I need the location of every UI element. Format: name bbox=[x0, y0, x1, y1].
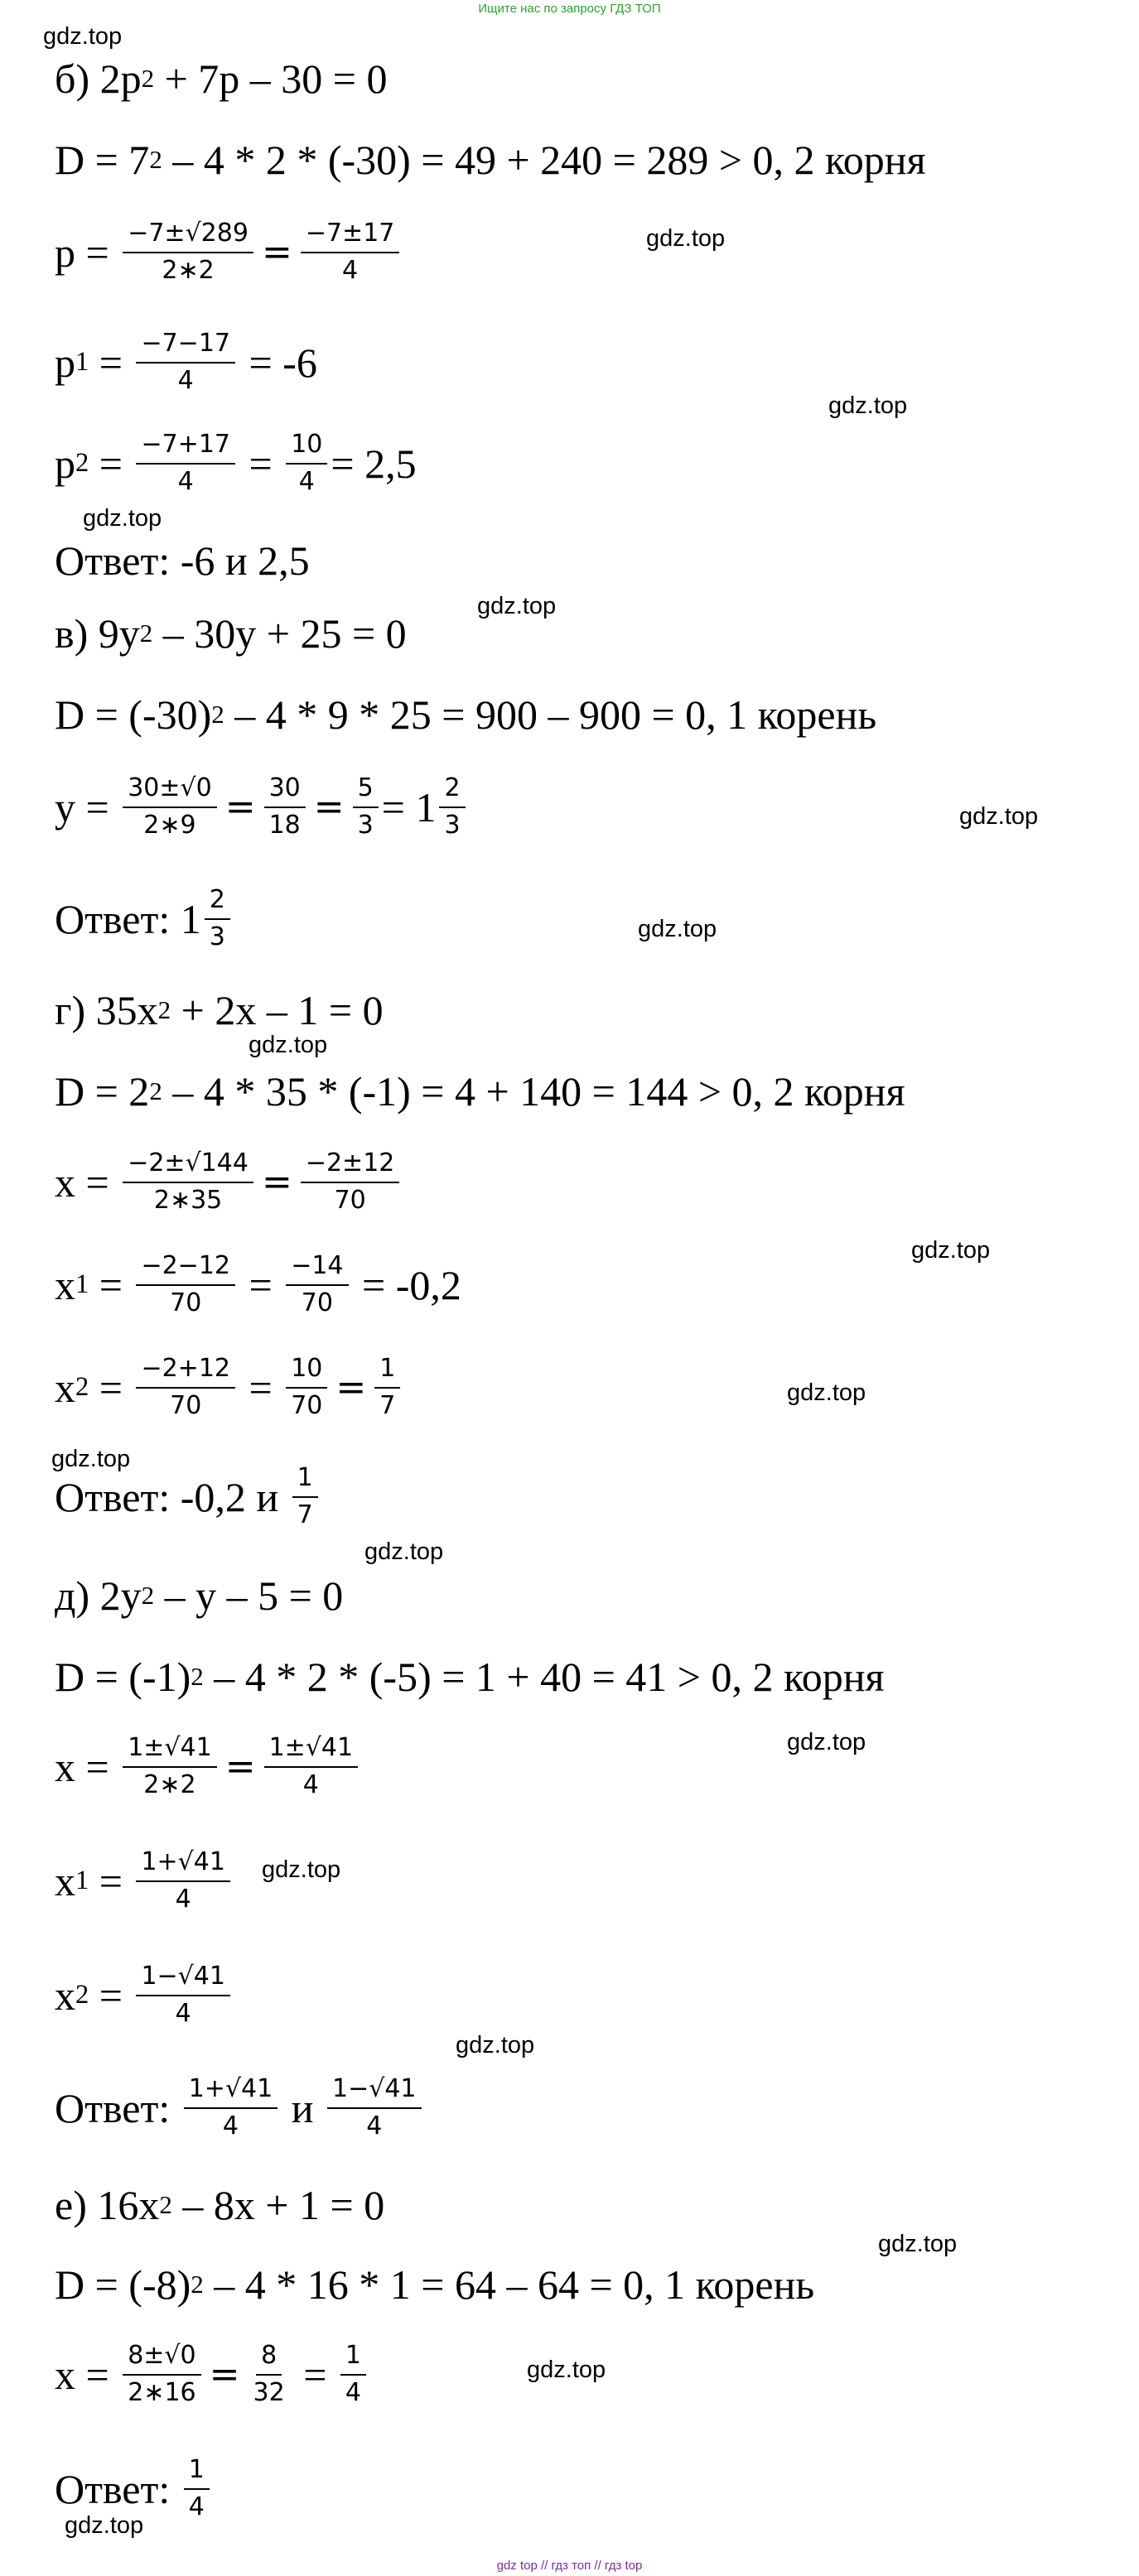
variable-label: x bbox=[55, 1857, 75, 1904]
denominator: 70 bbox=[170, 1288, 202, 1317]
equation-text: + 2x – 1 = 0 bbox=[171, 987, 384, 1033]
equation-text: д) 2y bbox=[55, 1572, 142, 1619]
denominator: 4 bbox=[345, 2377, 361, 2407]
numerator: −2±12 bbox=[301, 1149, 400, 1183]
answer-text: Ответ: 1 bbox=[55, 895, 201, 942]
equals-text: = bbox=[89, 440, 133, 487]
equals-sign: = bbox=[224, 785, 256, 828]
equals-sign: = bbox=[261, 230, 292, 273]
watermark: gdz.top bbox=[527, 2357, 606, 2383]
equation-text: б) 2p bbox=[55, 55, 142, 102]
numerator: 30±√0 bbox=[123, 774, 217, 808]
equals-text: = bbox=[89, 339, 133, 386]
denominator: 3 bbox=[444, 810, 461, 840]
numerator: 10 bbox=[286, 1355, 327, 1389]
discriminant-text: – 4 * 16 * 1 = 64 – 64 = 0, 1 корень bbox=[203, 2261, 815, 2308]
numerator: 1+√41 bbox=[136, 1848, 230, 1882]
fraction bbox=[123, 1734, 217, 1799]
equation-text: е) 16x bbox=[55, 2182, 160, 2228]
watermark: gdz.top bbox=[262, 1856, 341, 1883]
watermark: gdz.top bbox=[787, 1379, 866, 1406]
numerator: −7−17 bbox=[136, 330, 235, 364]
answer-text: Ответ: bbox=[55, 2465, 181, 2512]
fraction bbox=[136, 1848, 230, 1914]
equation-text: в) 9y bbox=[55, 610, 140, 657]
variable-label: x = bbox=[55, 1743, 120, 1790]
denominator: 70 bbox=[334, 1185, 366, 1215]
discriminant-text: – 4 * 2 * (-30) = 49 + 240 = 289 > 0, 2 корня bbox=[162, 137, 926, 183]
denominator: 70 bbox=[170, 1390, 202, 1420]
fraction bbox=[327, 2075, 422, 2140]
numerator: −7±√289 bbox=[123, 219, 253, 253]
subscript: 2 bbox=[75, 1372, 89, 1403]
subscript: 2 bbox=[75, 448, 89, 479]
equation-text: + 7p – 30 = 0 bbox=[154, 55, 388, 102]
root-2-g bbox=[55, 1355, 403, 1420]
watermark: gdz.top bbox=[911, 1237, 991, 1264]
denominator: 4 bbox=[177, 365, 194, 395]
discriminant-text: D = 2 bbox=[55, 1068, 150, 1115]
numerator: 1 bbox=[184, 2456, 210, 2490]
denominator: 4 bbox=[302, 1769, 319, 1799]
watermark: gdz.top bbox=[51, 1446, 131, 1472]
denominator: 2∗9 bbox=[143, 810, 196, 840]
equation-d: д) 2y 2 – y – 5 = 0 bbox=[55, 1572, 344, 1619]
bottom-banner: gdz top // гдз топ // гдз top bbox=[496, 2559, 643, 2573]
discriminant-e: D = (-8) 2 – 4 * 16 * 1 = 64 – 64 = 0, 1 корень bbox=[55, 2261, 815, 2308]
denominator: 4 bbox=[188, 2492, 205, 2521]
root-1-b bbox=[55, 330, 317, 395]
numerator: −2+12 bbox=[136, 1355, 235, 1389]
variable-label: x bbox=[55, 1261, 75, 1308]
numerator: 1+√41 bbox=[184, 2075, 278, 2109]
discriminant-text: D = (-8) bbox=[55, 2261, 191, 2308]
variable-label: x = bbox=[55, 2351, 120, 2398]
watermark: gdz.top bbox=[249, 1032, 328, 1058]
watermark: gdz.top bbox=[878, 2231, 958, 2257]
fraction bbox=[123, 219, 253, 285]
discriminant-text: D = (-30) bbox=[55, 691, 212, 738]
discriminant-v: D = (-30) 2 – 4 * 9 * 25 = 900 – 900 = 0, 1 корень bbox=[55, 691, 877, 738]
fraction bbox=[264, 774, 306, 840]
result-text: = -6 bbox=[239, 339, 317, 386]
numerator: 30 bbox=[264, 774, 306, 808]
answer-b bbox=[55, 537, 310, 584]
result-text: = -0,2 bbox=[351, 1261, 461, 1308]
numerator: −2±√144 bbox=[123, 1149, 253, 1183]
equals-text: = bbox=[239, 440, 283, 487]
discriminant-d: D = (-1) 2 – 4 * 2 * (-5) = 1 + 40 = 41 > 0, 2 корня bbox=[55, 1654, 885, 1700]
equation-text: – y – 5 = 0 bbox=[154, 1572, 344, 1619]
variable-label: p bbox=[55, 440, 75, 487]
equals-sign: = bbox=[209, 2352, 240, 2395]
numerator: 2 bbox=[439, 774, 465, 808]
fraction bbox=[136, 1355, 235, 1420]
fraction bbox=[136, 1252, 235, 1317]
fraction bbox=[205, 886, 230, 951]
result-text: = 2,5 bbox=[331, 440, 417, 487]
fraction bbox=[374, 1355, 400, 1420]
discriminant-b: D = 7 2 – 4 * 2 * (-30) = 49 + 240 = 289 > 0, 2 корня bbox=[55, 137, 926, 183]
equation-g: г) 35x 2 + 2x – 1 = 0 bbox=[55, 987, 384, 1033]
fraction bbox=[286, 1252, 348, 1317]
fraction bbox=[184, 2075, 278, 2140]
equals-text: = bbox=[89, 1972, 133, 2019]
equals-sign: = bbox=[224, 1745, 256, 1788]
fraction bbox=[264, 1734, 359, 1799]
watermark: gdz.top bbox=[638, 916, 717, 942]
equation-text: – 30y + 25 = 0 bbox=[152, 610, 407, 657]
variable-label: y = bbox=[55, 783, 120, 831]
numerator: −2−12 bbox=[136, 1252, 235, 1286]
watermark: gdz.top bbox=[828, 392, 908, 419]
variable-label: x = bbox=[55, 1158, 120, 1206]
numerator: −14 bbox=[286, 1252, 348, 1286]
equation-text: – 8x + 1 = 0 bbox=[171, 2182, 385, 2228]
fraction bbox=[301, 219, 400, 285]
denominator: 70 bbox=[301, 1288, 333, 1317]
numerator: 1 bbox=[374, 1355, 400, 1389]
roots-formula-e bbox=[55, 2342, 369, 2407]
root-2-d bbox=[55, 1962, 234, 2028]
numerator: 5 bbox=[353, 774, 379, 808]
denominator: 2∗35 bbox=[153, 1185, 223, 1215]
subscript: 1 bbox=[75, 1269, 89, 1300]
numerator: 8 bbox=[256, 2342, 282, 2376]
answer-text: и bbox=[281, 2084, 324, 2131]
fraction bbox=[301, 1149, 400, 1215]
variable-label: p = bbox=[55, 229, 120, 276]
root-1-g bbox=[55, 1252, 461, 1317]
fraction bbox=[439, 774, 465, 840]
fraction bbox=[136, 330, 235, 395]
answer-text: Ответ: -0,2 и bbox=[55, 1473, 289, 1520]
fraction bbox=[123, 2342, 200, 2407]
denominator: 7 bbox=[379, 1390, 396, 1420]
watermark: gdz.top bbox=[646, 225, 726, 252]
root-1-d bbox=[55, 1848, 234, 1914]
equals-sign: = bbox=[335, 1365, 367, 1408]
watermark: gdz.top bbox=[456, 2032, 535, 2058]
subscript: 2 bbox=[75, 1980, 89, 2010]
result-text: = 1 bbox=[381, 783, 437, 831]
fraction bbox=[286, 1355, 327, 1420]
variable-label: x bbox=[55, 1364, 75, 1411]
numerator: 1−√41 bbox=[136, 1962, 230, 1996]
numerator: 10 bbox=[286, 431, 327, 465]
fraction bbox=[292, 1464, 318, 1529]
fraction bbox=[353, 774, 379, 840]
discriminant-text: – 4 * 9 * 25 = 900 – 900 = 0, 1 корень bbox=[224, 691, 877, 738]
equals-text: = bbox=[89, 1857, 133, 1904]
answer-g bbox=[55, 1464, 321, 1529]
equals-text: = bbox=[239, 1261, 283, 1308]
denominator: 4 bbox=[342, 255, 359, 285]
watermark: gdz.top bbox=[959, 803, 1039, 830]
denominator: 4 bbox=[175, 1884, 191, 1914]
numerator: −7±17 bbox=[301, 219, 400, 253]
watermark: gdz.top bbox=[787, 1729, 866, 1755]
denominator: 3 bbox=[209, 922, 225, 951]
answer-text: Ответ: bbox=[55, 2084, 181, 2131]
discriminant-text: – 4 * 2 * (-5) = 1 + 40 = 41 > 0, 2 корня bbox=[203, 1654, 885, 1700]
equation-v: в) 9y 2 – 30y + 25 = 0 bbox=[55, 610, 407, 657]
discriminant-text: D = 7 bbox=[55, 137, 150, 183]
fraction bbox=[136, 431, 235, 496]
answer-d bbox=[55, 2075, 425, 2140]
variable-label: p bbox=[55, 339, 75, 386]
numerator: −7+17 bbox=[136, 431, 235, 465]
equals-text: = bbox=[292, 2351, 337, 2398]
numerator: 1 bbox=[292, 1464, 318, 1498]
top-banner: Ищите нас по запросу ГДЗ ТОП bbox=[478, 2, 661, 16]
fraction bbox=[123, 1149, 253, 1215]
answer-v bbox=[55, 886, 234, 951]
variable-label: x bbox=[55, 1972, 75, 2019]
subscript: 1 bbox=[75, 347, 89, 378]
denominator: 4 bbox=[298, 466, 315, 496]
numerator: 1 bbox=[340, 2342, 366, 2376]
fraction bbox=[123, 774, 217, 840]
fraction bbox=[286, 431, 327, 496]
equals-text: = bbox=[89, 1261, 133, 1308]
numerator: 2 bbox=[205, 886, 230, 920]
equals-sign: = bbox=[313, 785, 345, 828]
roots-formula-d bbox=[55, 1734, 361, 1799]
denominator: 4 bbox=[366, 2111, 383, 2140]
fraction bbox=[136, 1962, 230, 2028]
fraction bbox=[340, 2342, 366, 2407]
subscript: 1 bbox=[75, 1866, 89, 1896]
equation-e: е) 16x 2 – 8x + 1 = 0 bbox=[55, 2182, 385, 2228]
denominator: 2∗16 bbox=[128, 2377, 196, 2407]
equation-text: г) 35x bbox=[55, 987, 158, 1033]
denominator: 18 bbox=[268, 810, 301, 840]
roots-formula-b bbox=[55, 219, 403, 285]
numerator: 1−√41 bbox=[327, 2075, 422, 2109]
denominator: 70 bbox=[291, 1390, 323, 1420]
watermark: gdz.top bbox=[83, 505, 162, 532]
fraction bbox=[249, 2342, 290, 2407]
denominator: 4 bbox=[175, 1998, 191, 2028]
watermark: gdz.top bbox=[43, 23, 123, 50]
numerator: 8±√0 bbox=[123, 2342, 200, 2376]
answer-text: Ответ: -6 и 2,5 bbox=[55, 537, 310, 584]
equation-b: б) 2p 2 + 7p – 30 = 0 bbox=[55, 55, 388, 102]
numerator: 1±√41 bbox=[264, 1734, 359, 1768]
denominator: 32 bbox=[253, 2377, 285, 2407]
discriminant-text: D = (-1) bbox=[55, 1654, 191, 1700]
denominator: 3 bbox=[357, 810, 374, 840]
numerator: 1±√41 bbox=[123, 1734, 217, 1768]
roots-formula-g bbox=[55, 1149, 403, 1215]
denominator: 4 bbox=[222, 2111, 239, 2140]
equals-text: = bbox=[89, 1364, 133, 1411]
fraction bbox=[184, 2456, 210, 2521]
root-2-b bbox=[55, 431, 417, 496]
watermark: gdz.top bbox=[65, 2512, 144, 2539]
discriminant-g: D = 2 2 – 4 * 35 * (-1) = 4 + 140 = 144 > 0, 2 корня bbox=[55, 1068, 905, 1115]
equals-sign: = bbox=[261, 1160, 292, 1203]
denominator: 7 bbox=[297, 1500, 313, 1529]
denominator: 2∗2 bbox=[162, 255, 215, 285]
equals-text: = bbox=[239, 1364, 283, 1411]
denominator: 4 bbox=[177, 466, 194, 496]
watermark: gdz.top bbox=[364, 1538, 444, 1565]
roots-formula-v bbox=[55, 774, 469, 840]
watermark: gdz.top bbox=[477, 593, 557, 619]
discriminant-text: – 4 * 35 * (-1) = 4 + 140 = 144 > 0, 2 корня bbox=[162, 1068, 905, 1115]
denominator: 2∗2 bbox=[143, 1769, 196, 1799]
